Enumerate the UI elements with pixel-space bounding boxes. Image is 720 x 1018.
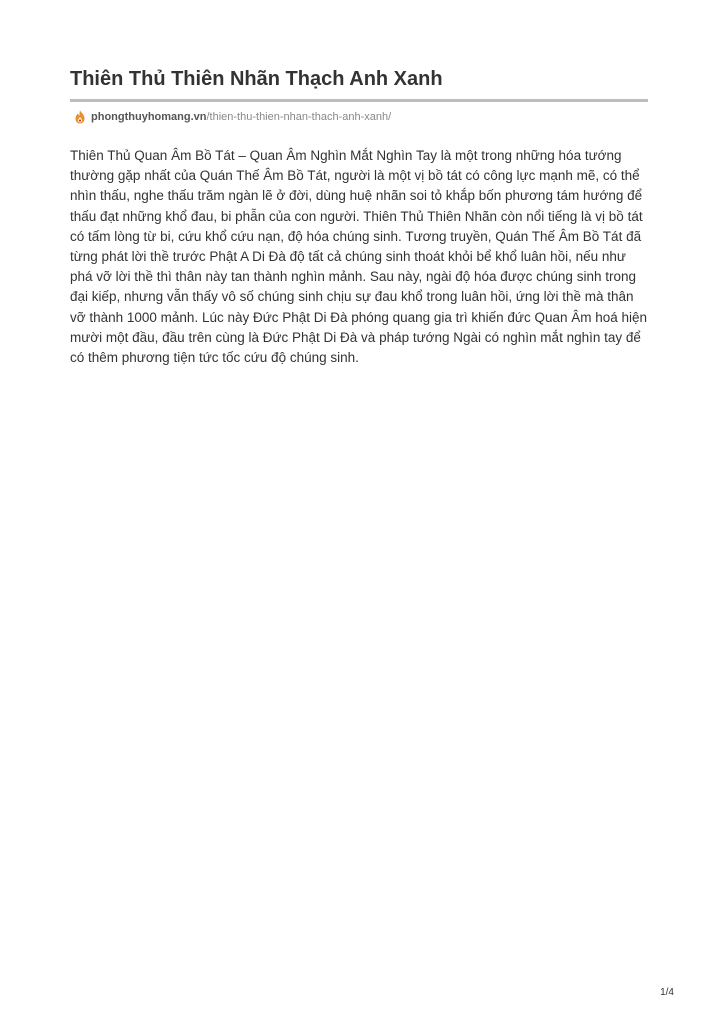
document-page bbox=[70, 64, 650, 382]
page-number: 1/4 bbox=[660, 987, 674, 998]
title-divider bbox=[70, 99, 648, 102]
article-body: Thiên Thủ Quan Âm Bồ Tát – Quan Âm Nghìn Mắt Nghìn Tay là một trong những hóa tướng thường gặp nhất của Quán Thế Âm Bồ Tát, người là một vị bồ tát có công lực mạnh mẽ, có thể nhìn thấu, nghe thấu trăm ngàn lẽ ở đời, dùng huệ nhãn soi tỏ khắp bốn phương tám hướng để thấu đạt những khổ đau, bi phẫn của con người. Thiên Thủ Thiên Nhãn còn nổi tiếng là vị bồ tát có tấm lòng từ bi, cứu khổ cứu nạn, độ hóa chúng sinh. Tương truyền, Quán Thế Âm Bồ Tát đã từng phát lời thề trước Phật A Di Đà độ tất cả chúng sinh thoát khỏi bể khổ luân hồi, nếu như phá vỡ lời thề thì thân này tan thành nghìn mảnh. Sau này, ngài độ hóa được chúng sinh trong đại kiếp, nhưng vẫn thấy vô số chúng sinh chịu sự đau khổ trong luân hồi, ứng lời thề mà thân vỡ thành 1000 mảnh. Lúc này Đức Phật Di Đà phóng quang gia trì khiến đức Quan Âm hoá hiện mười một đầu, đầu trên cùng là Đức Phật Di Đà và pháp tướng Ngài có nghìn mắt nghìn tay để có thêm phương tiện tức tốc cứu độ chúng sinh. bbox=[70, 148, 648, 366]
source-path[interactable]: /thien-thu-thien-nhan-thach-anh-xanh/ bbox=[206, 111, 392, 123]
source-line bbox=[70, 108, 650, 126]
flame-logo-icon bbox=[74, 110, 86, 124]
source-domain[interactable]: phongthuyhomang.vn bbox=[91, 111, 207, 123]
article-title: Thiên Thủ Thiên Nhãn Thạch Anh Xanh bbox=[70, 68, 443, 90]
